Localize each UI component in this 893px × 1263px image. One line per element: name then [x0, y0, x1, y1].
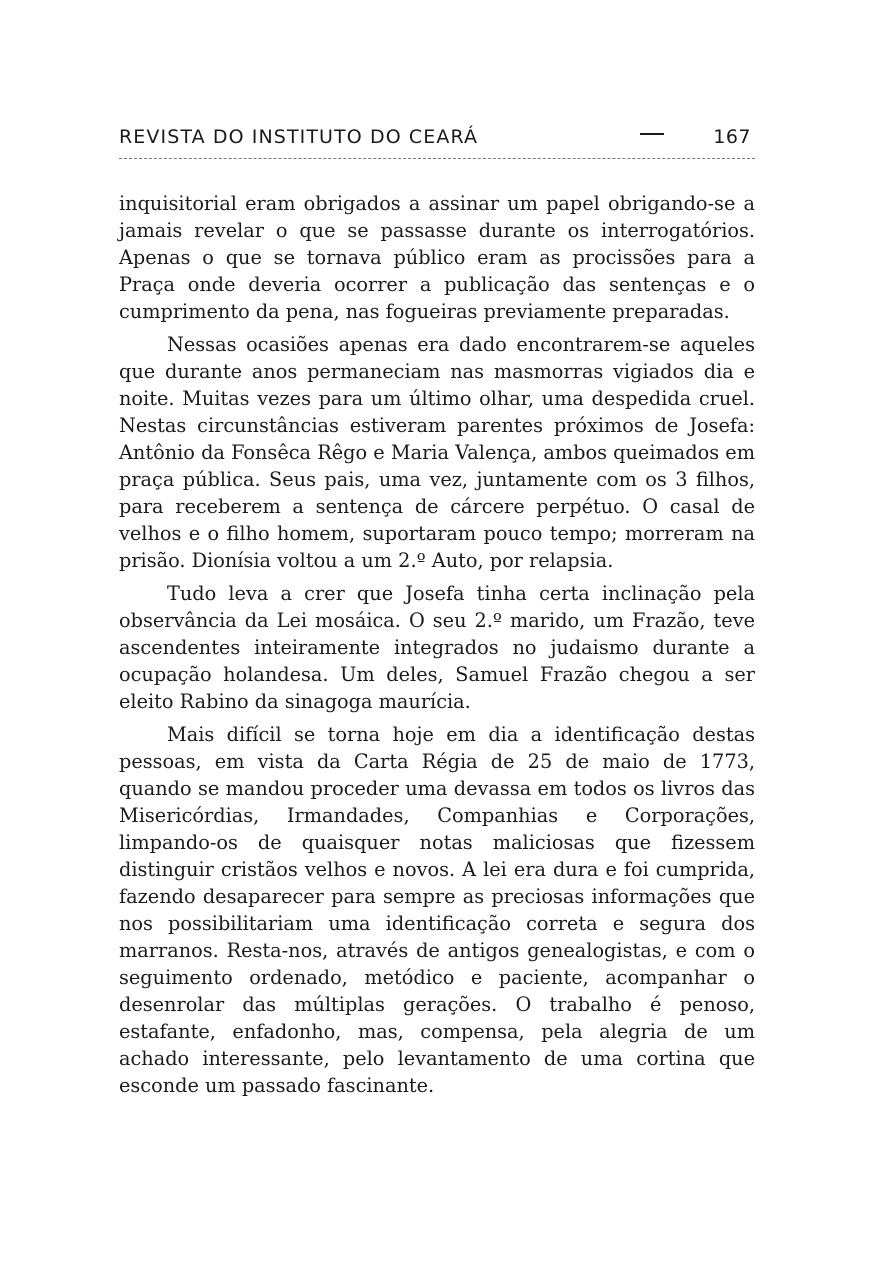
paragraph: Mais difícil se torna hoje em dia a identificação destas pessoas, em vista da Carta Régia de 25 de maio de 1773, quando se mandou proceder uma devassa em todos os livros das Misericórdias, Irmandades, Companhias e Corporações, limpando-os de quaisquer notas maliciosas que fizessem distinguir cristãos velhos e novos. A lei era dura e foi cumprida, fazendo desaparecer para sempre as preciosas informações que nos possibilitariam uma identificação correta e segura dos marranos. Resta-nos, através de antigos genealogistas, e com o seguimento ordenado, metódico e paciente, acompanhar o desenrolar das múltiplas gerações. O trabalho é penoso, estafante, enfadonho, mas, compensa, pela alegria de um achado interessante, pelo levantamento de uma cortina que esconde um passado fascinante. [119, 723, 755, 1097]
header-dash [640, 133, 664, 135]
paragraph: Tudo leva a crer que Josefa tinha certa inclinação pela observância da Lei mosáica. O seu 2.º marido, um Frazão, teve ascendentes inteiramente integrados no judaismo durante a ocupação holandesa. Um deles, Samuel Frazão chegou a ser eleito Rabino da sinagoga maurícia. [119, 582, 755, 713]
journal-title: REVISTA DO INSTITUTO DO CEARÁ [119, 126, 479, 148]
header-rule [119, 158, 755, 159]
paragraph: Nessas ocasiões apenas era dado encontrarem-se aqueles que durante anos permaneciam nas masmorras vigiados dia e noite. Muitas vezes para um último olhar, uma despedida cruel. Nestas circunstâncias estiveram parentes próximos de Josefa: Antônio da Fonsêca Rêgo e Maria Valença, ambos queimados em praça pública. Seus pais, uma vez, juntamente com os 3 filhos, para receberem a sentença de cárcere perpétuo. O casal de velhos e o filho homem, suportaram pouco tempo; morreram na prisão. Dionísia voltou a um 2.º Auto, por relapsia. [119, 333, 755, 572]
page-number: 167 [713, 126, 751, 148]
body-text [119, 190, 755, 1105]
running-head [119, 122, 755, 152]
paragraph-continued: inquisitorial eram obrigados a assinar um papel obrigando-se a jamais revelar o que se passasse durante os interrogatórios. Apenas o que se tornava público eram as procissões para a Praça onde deveria ocorrer a publicação das sentenças e o cumprimento da pena, nas fogueiras previamente preparadas. [119, 192, 755, 323]
